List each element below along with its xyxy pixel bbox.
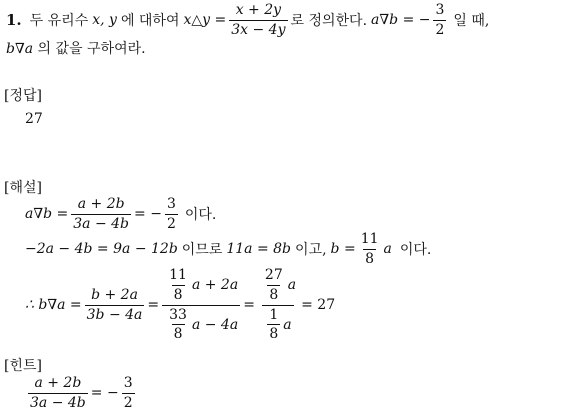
fraction-denominator: 8 bbox=[269, 326, 279, 343]
step-fraction bbox=[359, 232, 381, 266]
step-expression: a − 4a bbox=[191, 316, 239, 333]
step-lhs: a∇b = bbox=[25, 206, 69, 222]
answer-label: [정답] bbox=[4, 88, 42, 104]
step-expression: 11a = 8b bbox=[226, 241, 292, 257]
hint-fraction bbox=[122, 376, 135, 410]
given-lhs: a∇b = − bbox=[371, 12, 431, 28]
complex-numerator bbox=[162, 268, 240, 304]
inner-fraction bbox=[167, 268, 189, 302]
hint-label: [힌트] bbox=[4, 358, 42, 374]
step-expression: a bbox=[287, 277, 297, 294]
problem-text: 일 때, bbox=[453, 13, 490, 29]
fraction-numerator: a + 2b bbox=[34, 374, 82, 391]
step-lhs: ∴ b∇a = bbox=[25, 297, 82, 313]
step-equals: = bbox=[243, 297, 255, 313]
complex-denominator bbox=[262, 305, 293, 342]
inner-fraction bbox=[263, 268, 285, 302]
inner-fraction bbox=[167, 308, 189, 342]
given-fraction bbox=[433, 3, 446, 37]
fraction-numerator: 3 bbox=[435, 1, 445, 18]
definition-fraction bbox=[229, 3, 287, 37]
step-fraction bbox=[85, 288, 145, 322]
problem-line-1 bbox=[6, 2, 489, 38]
step-expression: −2a − 4b = 9a − 12b bbox=[25, 241, 178, 257]
problem-text: 두 유리수 bbox=[29, 13, 89, 29]
definition-lhs: x△y = bbox=[183, 12, 227, 28]
fraction-denominator: 2 bbox=[435, 21, 445, 38]
complex-fraction bbox=[162, 268, 240, 342]
problem-number: 1. bbox=[6, 11, 22, 29]
fraction-numerator: b + 2a bbox=[91, 286, 138, 303]
step-text: 이다. bbox=[184, 207, 217, 223]
step-fraction bbox=[165, 197, 178, 231]
answer-value: 27 bbox=[25, 111, 43, 127]
complex-fraction bbox=[258, 268, 298, 342]
complex-denominator bbox=[162, 305, 240, 342]
target-expression: b∇a bbox=[6, 41, 34, 57]
fraction-numerator: 1 bbox=[269, 306, 279, 323]
hint-expression bbox=[25, 374, 138, 412]
fraction-numerator: 3 bbox=[123, 374, 133, 391]
problem-text: 에 대하여 bbox=[120, 13, 180, 29]
fraction-denominator: 8 bbox=[365, 250, 375, 267]
inner-fraction bbox=[267, 308, 280, 342]
step-text: 이므로 bbox=[181, 242, 223, 258]
hint-equals: = − bbox=[90, 385, 119, 401]
step-fraction bbox=[71, 197, 131, 231]
fraction-numerator: 3 bbox=[166, 195, 176, 212]
complex-numerator bbox=[258, 268, 298, 304]
fraction-denominator: 3a − 4b bbox=[73, 215, 130, 232]
step-expression: a bbox=[283, 316, 292, 333]
fraction-denominator: 3b − 4a bbox=[86, 306, 143, 323]
problem-text: 로 정의한다. bbox=[290, 13, 368, 29]
step-text: 이고, bbox=[295, 242, 327, 258]
step-expression: a + 2a bbox=[191, 277, 239, 294]
hint-fraction bbox=[28, 376, 88, 410]
fraction-numerator: 11 bbox=[169, 267, 187, 284]
solution-step-1 bbox=[25, 196, 216, 232]
fraction-numerator: x + 2y bbox=[235, 1, 282, 18]
fraction-denominator: 2 bbox=[123, 394, 133, 411]
fraction-numerator: a + 2b bbox=[77, 195, 125, 212]
solution-step-3 bbox=[25, 268, 335, 342]
step-expression: a bbox=[383, 241, 392, 257]
step-text: 이다. bbox=[399, 242, 432, 258]
solution-step-2 bbox=[25, 231, 431, 267]
fraction-denominator: 3x − 4y bbox=[231, 21, 286, 38]
problem-text: 의 값을 구하여라. bbox=[37, 41, 146, 57]
fraction-denominator: 8 bbox=[269, 286, 279, 303]
fraction-numerator: 27 bbox=[264, 267, 283, 284]
fraction-denominator: 2 bbox=[166, 215, 176, 232]
step-equals: = − bbox=[134, 206, 162, 222]
fraction-numerator: 11 bbox=[360, 230, 379, 247]
problem-line-2 bbox=[6, 42, 146, 56]
fraction-denominator: 8 bbox=[173, 326, 183, 343]
problem-vars: x, y bbox=[92, 12, 117, 28]
fraction-denominator: 3a − 4b bbox=[30, 394, 86, 411]
step-result: = 27 bbox=[301, 297, 336, 313]
step-expression: b = bbox=[330, 241, 356, 257]
fraction-denominator: 8 bbox=[173, 286, 183, 303]
solution-label: [해설] bbox=[4, 180, 42, 196]
step-equals: = bbox=[147, 297, 160, 313]
fraction-numerator: 33 bbox=[169, 306, 187, 323]
